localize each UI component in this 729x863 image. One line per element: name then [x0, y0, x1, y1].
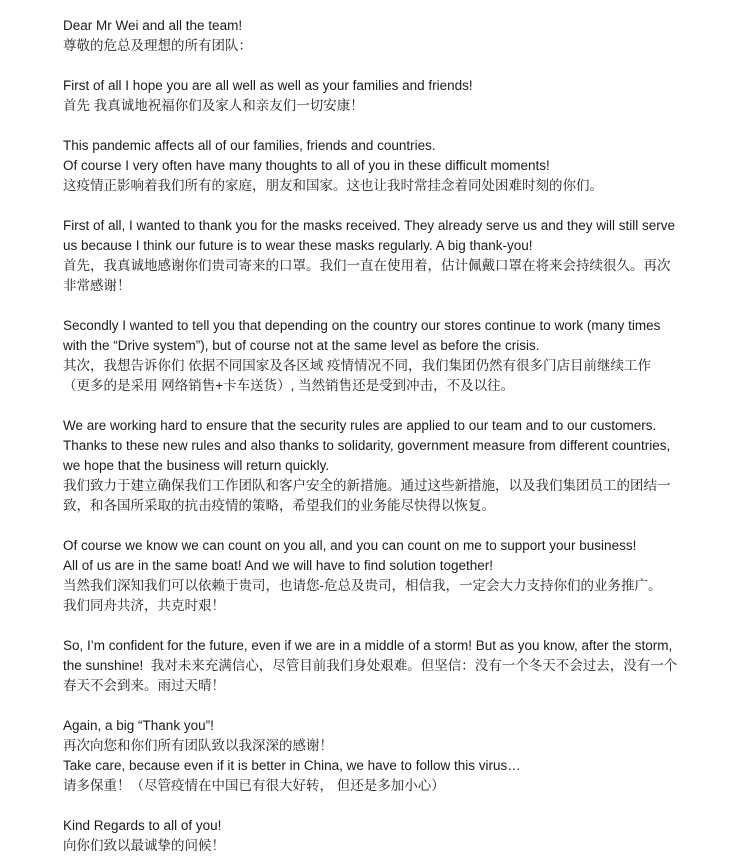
letter-line: Again, a big “Thank you”!	[63, 718, 214, 733]
letter-line: Thanks to these new rules and also thanks to solidarity, government measure from different countries,	[63, 438, 671, 453]
letter-line: 尊敬的危总及理想的所有团队：	[63, 38, 252, 53]
letter-line: 我们同舟共济，共克时艰！	[63, 598, 225, 613]
paragraph-masks-thanks	[63, 216, 701, 296]
letter-line: Take care, because even if it is better in China, we have to follow this virus…	[63, 758, 521, 773]
letter-line: 致，和各国所采取的抗击疫情的策略，希望我们的业务能尽快得以恢复。	[63, 498, 495, 513]
letter-line: 向你们致以最诚挚的问候！	[63, 838, 225, 853]
letter-line: So, I’m confident for the future, even if we are in a middle of a storm! But as you know, after the storm,	[63, 638, 673, 653]
letter-line: 当然我们深知我们可以依赖于贵司，也请您-危总及贵司，相信我，一定会大力支持你们的业务推广。	[63, 578, 662, 593]
letter-line: we hope that the business will return quickly.	[63, 458, 330, 473]
letter-line: 首先 我真诚地祝福你们及家人和亲友们一切安康！	[63, 98, 364, 113]
letter-line: We are working hard to ensure that the security rules are applied to our team and to our customers.	[63, 418, 657, 433]
letter-line: First of all, I wanted to thank you for the masks received. They already serve us and they will still serve	[63, 218, 676, 233]
letter-line: us because I think our future is to wear these masks regularly. A big thank-you!	[63, 238, 533, 253]
letter-line: Dear Mr Wei and all the team!	[63, 18, 243, 33]
letter-line: 春天不会到来。雨过天晴！	[63, 678, 225, 693]
paragraph-solidarity	[63, 536, 701, 616]
paragraph-well-wishes	[63, 76, 701, 116]
letter-line: 这疫情正影响着我们所有的家庭，朋友和国家。这也让我时常挂念着同处困难时刻的你们。	[63, 178, 603, 193]
letter-line: 非常感谢！	[63, 278, 131, 293]
letter-line: the sunshine! 我对未来充满信心，尽管目前我们身处艰难。但坚信：没有一个冬天不会过去，没有一个	[63, 658, 678, 673]
letter-line: First of all I hope you are all well as well as your families and friends!	[63, 78, 473, 93]
letter-line: 我们致力于建立确保我们工作团队和客户安全的新措施。通过这些新措施，以及我们集团员工的团结一	[63, 478, 671, 493]
paragraph-thanks-take-care	[63, 716, 701, 796]
paragraph-greeting	[63, 16, 701, 56]
letter-line: Secondly I wanted to tell you that depending on the country our stores continue to work (many times	[63, 318, 661, 333]
letter-line: All of us are in the same boat! And we will have to find solution together!	[63, 558, 494, 573]
letter-line: This pandemic affects all of our families, friends and countries.	[63, 138, 436, 153]
paragraph-security-rules	[63, 416, 701, 516]
paragraph-signoff	[63, 816, 701, 856]
letter-line: with the “Drive system”), but of course not at the same level as before the crisis.	[63, 338, 540, 353]
letter-line: 再次向您和你们所有团队致以我深深的感谢！	[63, 738, 333, 753]
paragraph-stores-status	[63, 316, 701, 396]
letter-line: Of course we know we can count on you all, and you can count on me to support your business!	[63, 538, 637, 553]
letter-line: （更多的是采用 网络销售+卡车送货）, 当然销售还是受到冲击，不及以往。	[63, 378, 515, 393]
letter-line: Kind Regards to all of you!	[63, 818, 222, 833]
letter-line: Of course I very often have many thoughts to all of you in these difficult moments!	[63, 158, 550, 173]
letter-line: 请多保重！（尽管疫情在中国已有很大好转， 但还是多加小心）	[63, 778, 445, 793]
paragraph-confidence	[63, 636, 701, 696]
letter-line: 其次，我想告诉你们 依据不同国家及各区域 疫情情况不同，我们集团仍然有很多门店目前继续工作	[63, 358, 652, 373]
paragraph-pandemic	[63, 136, 701, 196]
letter-line: 首先，我真诚地感谢你们贵司寄来的口罩。我们一直在使用着，估计佩戴口罩在将来会持续很久。再次	[63, 258, 671, 273]
